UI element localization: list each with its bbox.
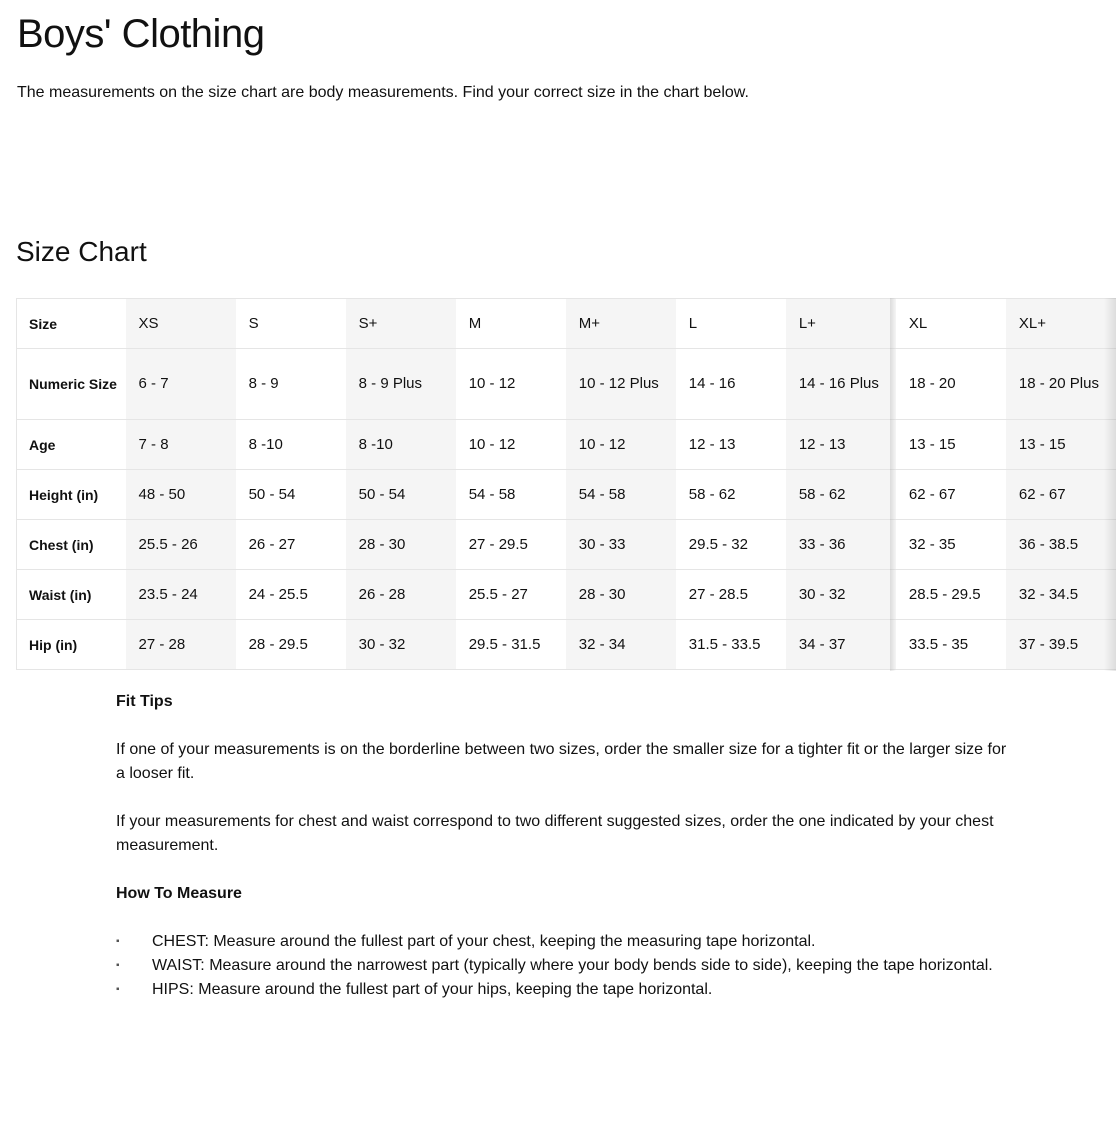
table-cell: 7 - 8 bbox=[126, 420, 236, 470]
size-row bbox=[17, 299, 1117, 349]
measure-list bbox=[116, 930, 1016, 1002]
table-cell: 25.5 - 26 bbox=[126, 520, 236, 570]
table-cell: 62 - 67 bbox=[896, 470, 1006, 520]
table-cell: 54 - 58 bbox=[566, 470, 676, 520]
table-cell: 50 - 54 bbox=[236, 470, 346, 520]
table-cell: 30 - 33 bbox=[566, 520, 676, 570]
table-cell: 12 - 13 bbox=[676, 420, 786, 470]
size-chart-title: Size Chart bbox=[16, 236, 147, 267]
table-cell: S bbox=[236, 299, 346, 349]
list-item-text: HIPS: Measure around the fullest part of your hips, keeping the tape horizontal. bbox=[152, 981, 713, 998]
list-item bbox=[116, 978, 1016, 1002]
table-cell: 50 - 54 bbox=[346, 470, 456, 520]
table-cell: 58 - 62 bbox=[676, 470, 786, 520]
table-cell: 10 - 12 bbox=[456, 349, 566, 420]
table-cell: 32 - 35 bbox=[896, 520, 1006, 570]
table-cell: 62 - 67 bbox=[1006, 470, 1116, 520]
table-cell: 8 -10 bbox=[236, 420, 346, 470]
table-cell: 30 - 32 bbox=[346, 620, 456, 670]
size-chart-table bbox=[16, 298, 1116, 670]
fit-guide bbox=[116, 690, 1016, 1002]
table-cell: 25.5 - 27 bbox=[456, 570, 566, 620]
table-cell: 33.5 - 35 bbox=[896, 620, 1006, 670]
table-cell: 13 - 15 bbox=[1006, 420, 1116, 470]
table-cell: 31.5 - 33.5 bbox=[676, 620, 786, 670]
table-cell: 27 - 29.5 bbox=[456, 520, 566, 570]
table-cell: L bbox=[676, 299, 786, 349]
height-row bbox=[17, 470, 1117, 520]
intro-text: The measurements on the size chart are body measurements. Find your correct size in the chart below. bbox=[17, 84, 749, 101]
table-cell: XL+ bbox=[1006, 299, 1116, 349]
table-cell: 10 - 12 bbox=[566, 420, 676, 470]
row-header-size: Size bbox=[17, 299, 126, 349]
list-item-text: WAIST: Measure around the narrowest part (typically where your body bends side to side), keeping the tape horizontal. bbox=[152, 957, 993, 974]
square-bullet-icon: ▪ bbox=[116, 984, 120, 995]
row-header-waist: Waist (in) bbox=[17, 570, 126, 620]
table-cell: 54 - 58 bbox=[456, 470, 566, 520]
fit-tips-title: Fit Tips bbox=[116, 693, 173, 710]
fit-tip-paragraph: If your measurements for chest and waist correspond to two different suggested sizes, order the one indicated by your chest measurement. bbox=[116, 813, 994, 854]
table-cell: 28 - 30 bbox=[566, 570, 676, 620]
table-cell: 27 - 28.5 bbox=[676, 570, 786, 620]
row-header-age: Age bbox=[17, 420, 126, 470]
table-cell: 32 - 34 bbox=[566, 620, 676, 670]
row-header-numeric-size: Numeric Size bbox=[17, 349, 126, 420]
square-bullet-icon: ▪ bbox=[116, 960, 120, 971]
table-cell: 29.5 - 31.5 bbox=[456, 620, 566, 670]
table-cell: 8 -10 bbox=[346, 420, 456, 470]
table-cell: 28.5 - 29.5 bbox=[896, 570, 1006, 620]
page-title: Boys' Clothing bbox=[17, 12, 265, 56]
table-cell: 37 - 39.5 bbox=[1006, 620, 1116, 670]
table-cell: 48 - 50 bbox=[126, 470, 236, 520]
table-cell: 13 - 15 bbox=[896, 420, 1006, 470]
chest-row bbox=[17, 520, 1117, 570]
table-cell: 28 - 29.5 bbox=[236, 620, 346, 670]
table-cell: 34 - 37 bbox=[786, 620, 896, 670]
table-cell: 10 - 12 Plus bbox=[566, 349, 676, 420]
list-item-text: CHEST: Measure around the fullest part of your chest, keeping the measuring tape horizontal. bbox=[152, 933, 816, 950]
table-cell: 14 - 16 bbox=[676, 349, 786, 420]
how-to-measure-title: How To Measure bbox=[116, 885, 242, 902]
numeric-size-row bbox=[17, 349, 1117, 420]
table-cell: 18 - 20 Plus bbox=[1006, 349, 1116, 420]
list-item bbox=[116, 930, 1016, 954]
waist-row bbox=[17, 570, 1117, 620]
table-cell: 29.5 - 32 bbox=[676, 520, 786, 570]
age-row bbox=[17, 420, 1117, 470]
size-chart-scroll-container[interactable] bbox=[16, 298, 1116, 671]
table-cell: 32 - 34.5 bbox=[1006, 570, 1116, 620]
list-item bbox=[116, 954, 1016, 978]
table-cell: 24 - 25.5 bbox=[236, 570, 346, 620]
row-header-height: Height (in) bbox=[17, 470, 126, 520]
table-cell: 14 - 16 Plus bbox=[786, 349, 896, 420]
table-cell: 30 - 32 bbox=[786, 570, 896, 620]
table-cell: M bbox=[456, 299, 566, 349]
table-cell: 8 - 9 Plus bbox=[346, 349, 456, 420]
table-cell: 58 - 62 bbox=[786, 470, 896, 520]
square-bullet-icon: ▪ bbox=[116, 936, 120, 947]
table-cell: XL bbox=[896, 299, 1006, 349]
table-cell: 26 - 27 bbox=[236, 520, 346, 570]
fit-tip-paragraph: If one of your measurements is on the borderline between two sizes, order the smaller size for a tighter fit or the larger size for a looser fit. bbox=[116, 741, 1007, 782]
row-header-chest: Chest (in) bbox=[17, 520, 126, 570]
table-cell: S+ bbox=[346, 299, 456, 349]
table-cell: L+ bbox=[786, 299, 896, 349]
table-cell: 10 - 12 bbox=[456, 420, 566, 470]
table-cell: 18 - 20 bbox=[896, 349, 1006, 420]
table-cell: 28 - 30 bbox=[346, 520, 456, 570]
table-cell: 33 - 36 bbox=[786, 520, 896, 570]
table-cell: 8 - 9 bbox=[236, 349, 346, 420]
row-header-hip: Hip (in) bbox=[17, 620, 126, 670]
table-cell: 26 - 28 bbox=[346, 570, 456, 620]
table-cell: 36 - 38.5 bbox=[1006, 520, 1116, 570]
table-cell: 23.5 - 24 bbox=[126, 570, 236, 620]
hip-row bbox=[17, 620, 1117, 670]
table-cell: 27 - 28 bbox=[126, 620, 236, 670]
table-cell: 6 - 7 bbox=[126, 349, 236, 420]
table-cell: 12 - 13 bbox=[786, 420, 896, 470]
table-cell: M+ bbox=[566, 299, 676, 349]
table-cell: XS bbox=[126, 299, 236, 349]
